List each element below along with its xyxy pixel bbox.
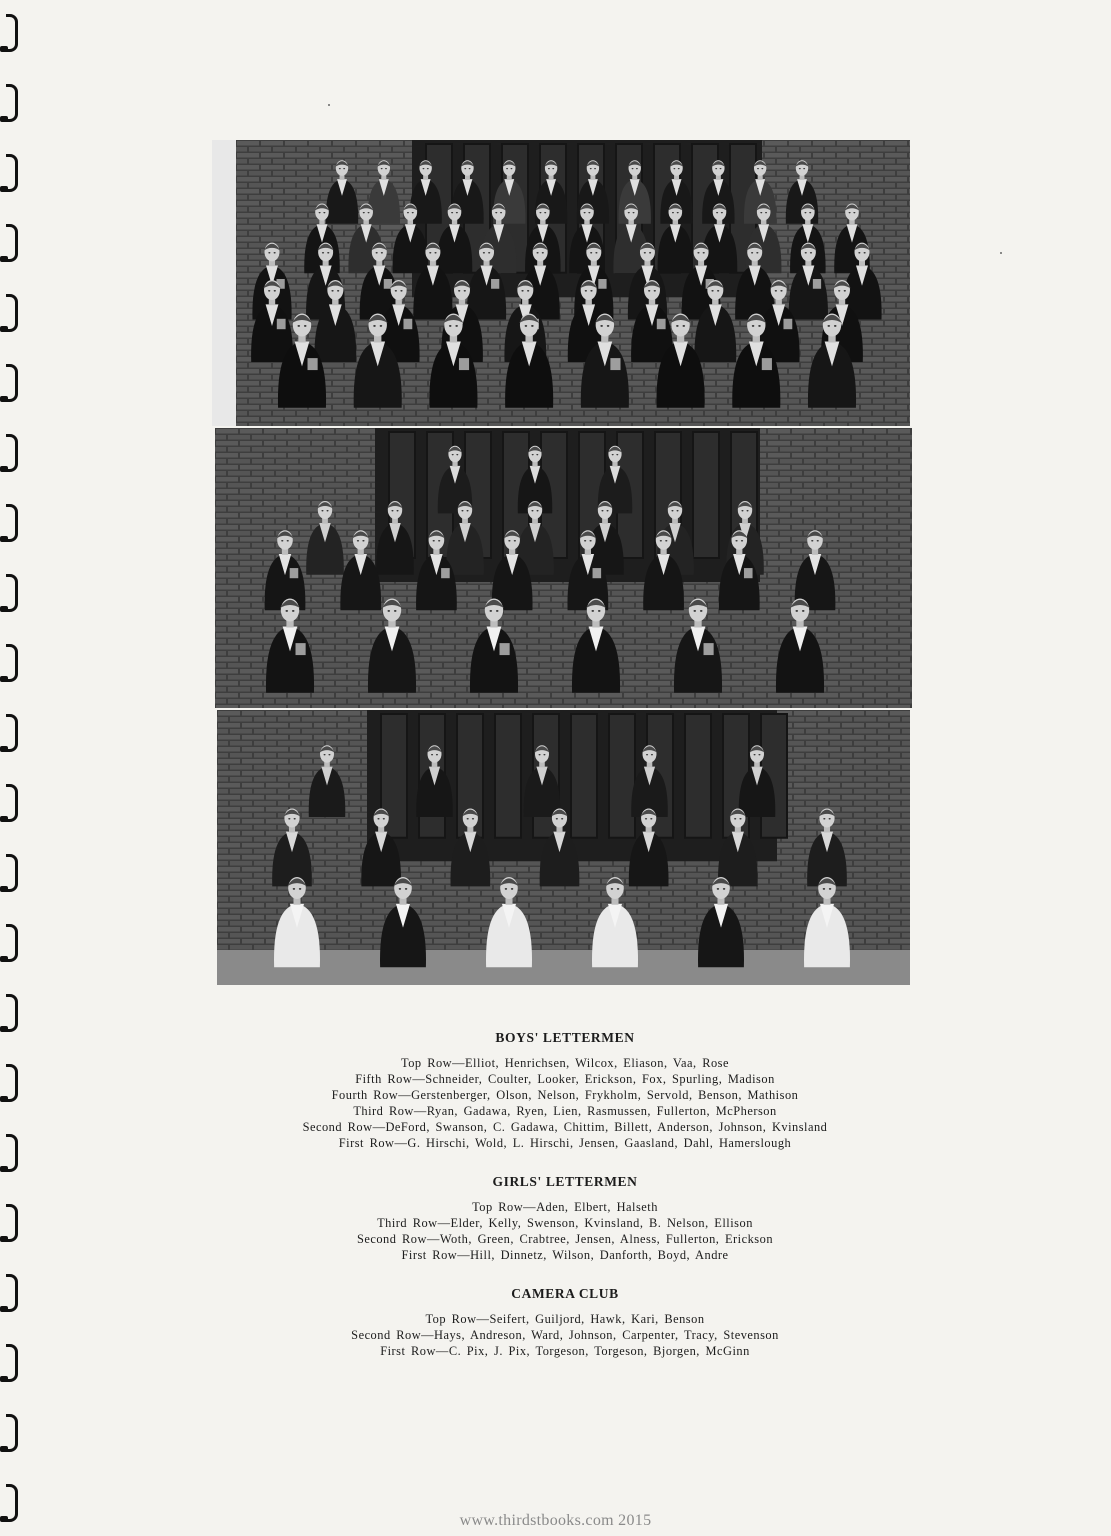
camera-club-caption (200, 1286, 930, 1359)
caption-line-first-row: First Row—Hill, Dinnetz, Wilson, Danforth, Boyd, Andre (401, 1248, 729, 1262)
binding-ring (6, 784, 18, 822)
caption-line-fifth-row: Fifth Row—Schneider, Coulter, Looker, Erickson, Fox, Spurling, Madison (355, 1072, 775, 1086)
caption-line-third-row: Third Row—Ryan, Gadawa, Ryen, Lien, Rasmussen, Fullerton, McPherson (353, 1104, 777, 1118)
girls-lettermen-title: GIRLS' LETTERMEN (492, 1174, 638, 1189)
caption-line-third-row: Third Row—Elder, Kelly, Swenson, Kvinsland, B. Nelson, Ellison (377, 1216, 753, 1230)
caption-line-top-row: Top Row—Aden, Elbert, Halseth (472, 1200, 658, 1214)
boys-lettermen-photo-image (212, 140, 910, 426)
binding-ring (6, 364, 18, 402)
caption-line-second-row: Second Row—Hays, Andreson, Ward, Johnson, Carpenter, Tracy, Stevenson (351, 1328, 779, 1342)
boys-lettermen-title: BOYS' LETTERMEN (495, 1030, 635, 1045)
paper-speck (1000, 252, 1002, 254)
binding-ring (6, 14, 18, 52)
binding-ring (6, 644, 18, 682)
caption-line-top-row: Top Row—Seifert, Guiljord, Hawk, Kari, Benson (425, 1312, 705, 1326)
binding-ring (6, 434, 18, 472)
caption-line-fourth-row: Fourth Row—Gerstenberger, Olson, Nelson, Frykholm, Servold, Benson, Mathison (331, 1088, 799, 1102)
watermark: www.thirdstbooks.com 2015 (459, 1512, 652, 1529)
binding-ring (6, 224, 18, 262)
paper-speck (328, 104, 330, 106)
binding-ring (6, 1344, 18, 1382)
binding-ring (6, 714, 18, 752)
camera-club-title: CAMERA CLUB (511, 1286, 619, 1301)
binding-ring (6, 84, 18, 122)
binding-ring (6, 1064, 18, 1102)
binding-ring (6, 994, 18, 1032)
caption-line-first-row: First Row—G. Hirschi, Wold, L. Hirschi, Jensen, Gaasland, Dahl, Hamerslough (338, 1136, 792, 1150)
binding-ring (6, 1274, 18, 1312)
binding-ring (6, 854, 18, 892)
binding-ring (6, 1134, 18, 1172)
binding-ring (6, 924, 18, 962)
caption-line-top-row: Top Row—Elliot, Henrichsen, Wilcox, Eliason, Vaa, Rose (401, 1056, 729, 1070)
binding-ring (6, 574, 18, 612)
binding-ring (6, 294, 18, 332)
binding-ring (6, 1204, 18, 1242)
caption-line-first-row: First Row—C. Pix, J. Pix, Torgeson, Torgeson, Bjorgen, McGinn (380, 1344, 750, 1358)
binding-ring (6, 154, 18, 192)
binding-ring (6, 1414, 18, 1452)
girls-lettermen-photo (215, 428, 912, 708)
caption-line-second-row: Second Row—Woth, Green, Crabtree, Jensen, Alness, Fullerton, Erickson (356, 1232, 774, 1246)
camera-club-photo-image (217, 710, 910, 985)
boys-lettermen-photo (212, 140, 910, 426)
camera-club-photo (217, 710, 910, 985)
girls-lettermen-caption (200, 1174, 930, 1263)
spiral-binding (0, 0, 30, 1536)
binding-ring (6, 504, 18, 542)
boys-lettermen-caption (200, 1030, 930, 1151)
girls-lettermen-photo-image (215, 428, 912, 708)
caption-line-second-row: Second Row—DeFord, Swanson, C. Gadawa, Chittim, Billett, Anderson, Johnson, Kvinsland (302, 1120, 828, 1134)
